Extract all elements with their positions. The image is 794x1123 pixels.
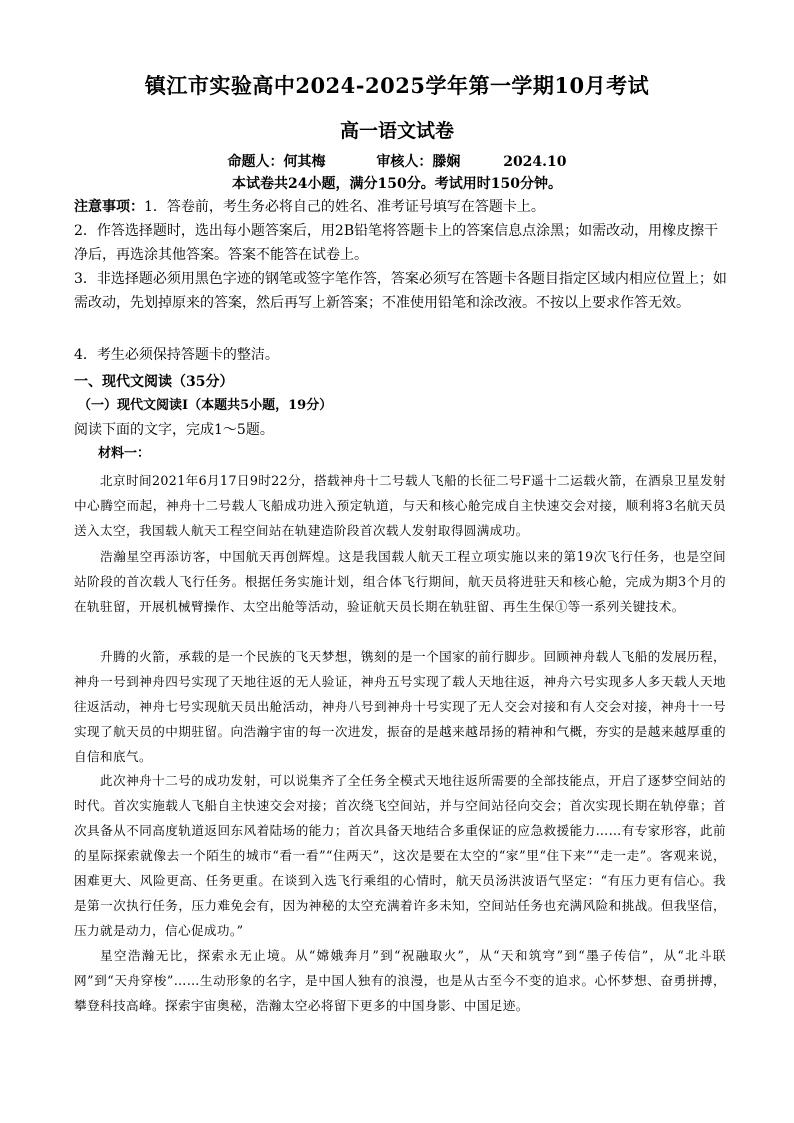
notice-item-2: 2．作答选择题时，选出每小题答案后，用2B铅笔将答题卡上的答案信息点涂黑；如需改动，用橡皮擦干净后，再选涂其他答案。答案不能答在试卷上。 (74, 223, 719, 263)
section-heading: 一、现代文阅读（35分） (74, 374, 234, 390)
paragraph-4: 此次神舟十二号的成功发射，可以说集齐了全任务全模式天地往返所需要的全部技能点，开启了逐梦空间站的时代。首次实施载人飞船自主快速交会对接；首次绕飞空间站，并与空间站径向交会；首次实现长期在轨停靠；首次具备从不同高度轨道返回东风着陆场的能力；首次具备天地结合多重保证的应急救援能力……有专家形容，此前的星际探索就像去一个陌生的城市“看一看”“住两天”，这次是要在太空的“家”里“住下来”“走一走”。客观来说，困难更大、风险更高、任务更重。在谈到入选飞行乘组的心情时，航天员汤洪波语气坚定：“有压力更有信心。我是第一次执行任务，压力难免会有，因为神秘的太空充满着许多未知，空间站任务也充满风险和挑战。但我坚信，压力就是动力，信心促成功。” (74, 773, 726, 938)
paragraph-3: 升腾的火箭，承载的是一个民族的飞天梦想，镌刻的是一个国家的前行脚步。回顾神舟载人飞船的发展历程，神舟一号到神舟四号实现了天地往返的无人验证，神舟五号实现了载人天地往返，神舟六号实现多人多天载人天地往返活动，神舟七号实现航天员出舱活动，神舟八号到神舟十号实现了无人交会对接和有人交会对接，神舟十一号实现了航天员的中期驻留。向浩瀚宇宙的每一次进发，振奋的是越来越昂扬的精神和气概，夯实的是越来越厚重的自信和底气。 (74, 649, 726, 764)
subsection-heading: （一）现代文阅读Ⅰ（本题共5小题，19分） (78, 398, 333, 413)
paragraph-1: 北京时间2021年6月17日9时22分，搭载神舟十二号载人飞船的长征二号F遥十二运载火箭，在酒泉卫星发射中心腾空而起，神舟十二号载人飞船成功进入预定轨道，与天和核心舱完成自主快速交会对接，顺利将3名航天员送入太空，我国载人航天工程空间站在轨建造阶段首次载人发射取得圆满成功。 (74, 473, 727, 538)
notice-label: 注意事项： (74, 199, 144, 215)
reviewer: 审核人：滕娴 (376, 154, 461, 170)
notice-item-1: 注意事项：1．答卷前，考生务必将自己的姓名、准考证号填写在答题卡上。 (74, 199, 545, 215)
material-label: 材料一： (98, 446, 151, 461)
exam-subtitle: 高一语文试卷 (339, 120, 454, 142)
exam-date: 2024.10 (503, 154, 567, 170)
notice-item-4: 4．考生必须保持答题卡的整洁。 (74, 347, 279, 363)
paragraph-5: 星空浩瀚无比，探索永无止境。从“嫦娥奔月”到“祝融取火”，从“天和筑穹”到“墨子传信”，从“北斗联网”到“天舟穿梭”……生动形象的名字，是中国人独有的浪漫，也是从古至今不变的追求。心怀梦想、奋勇拼搏，攀登科技高峰。探索宇宙奥秘，浩瀚太空必将留下更多的中国身影、中国足迹。 (74, 948, 726, 1013)
notice-item-3: 3．非选择题必须用黑色字迹的钢笔或签字笔作答，答案必须写在答题卡各题目指定区域内相应位置上；如需改动，先划掉原来的答案，然后再写上新答案；不准使用铅笔和涂改液。不按以上要求作答无效。 (74, 271, 727, 311)
exam-info: 本试卷共24小题，满分150分。考试用时150分钟。 (232, 176, 562, 192)
reading-instruction: 阅读下面的文字，完成1～5题。 (74, 422, 274, 438)
paragraph-2: 浩瀚星空再添访客，中国航天再创辉煌。这是我国载人航天工程立项实施以来的第19次飞行任务，也是空间站阶段的首次载人飞行任务。根据任务实施计划，组合体飞行期间，航天员将进驻天和核心舱，完成为期3个月的在轨驻留，开展机械臂操作、太空出舱等活动，验证航天员长期在轨驻留、再生生保①等一系列关键技术。 (74, 549, 726, 614)
exam-title: 镇江市实验高中2024-2025学年第一学期10月考试 (144, 73, 650, 98)
authors-line (0, 151, 794, 171)
setter: 命题人：何其梅 (227, 154, 326, 170)
